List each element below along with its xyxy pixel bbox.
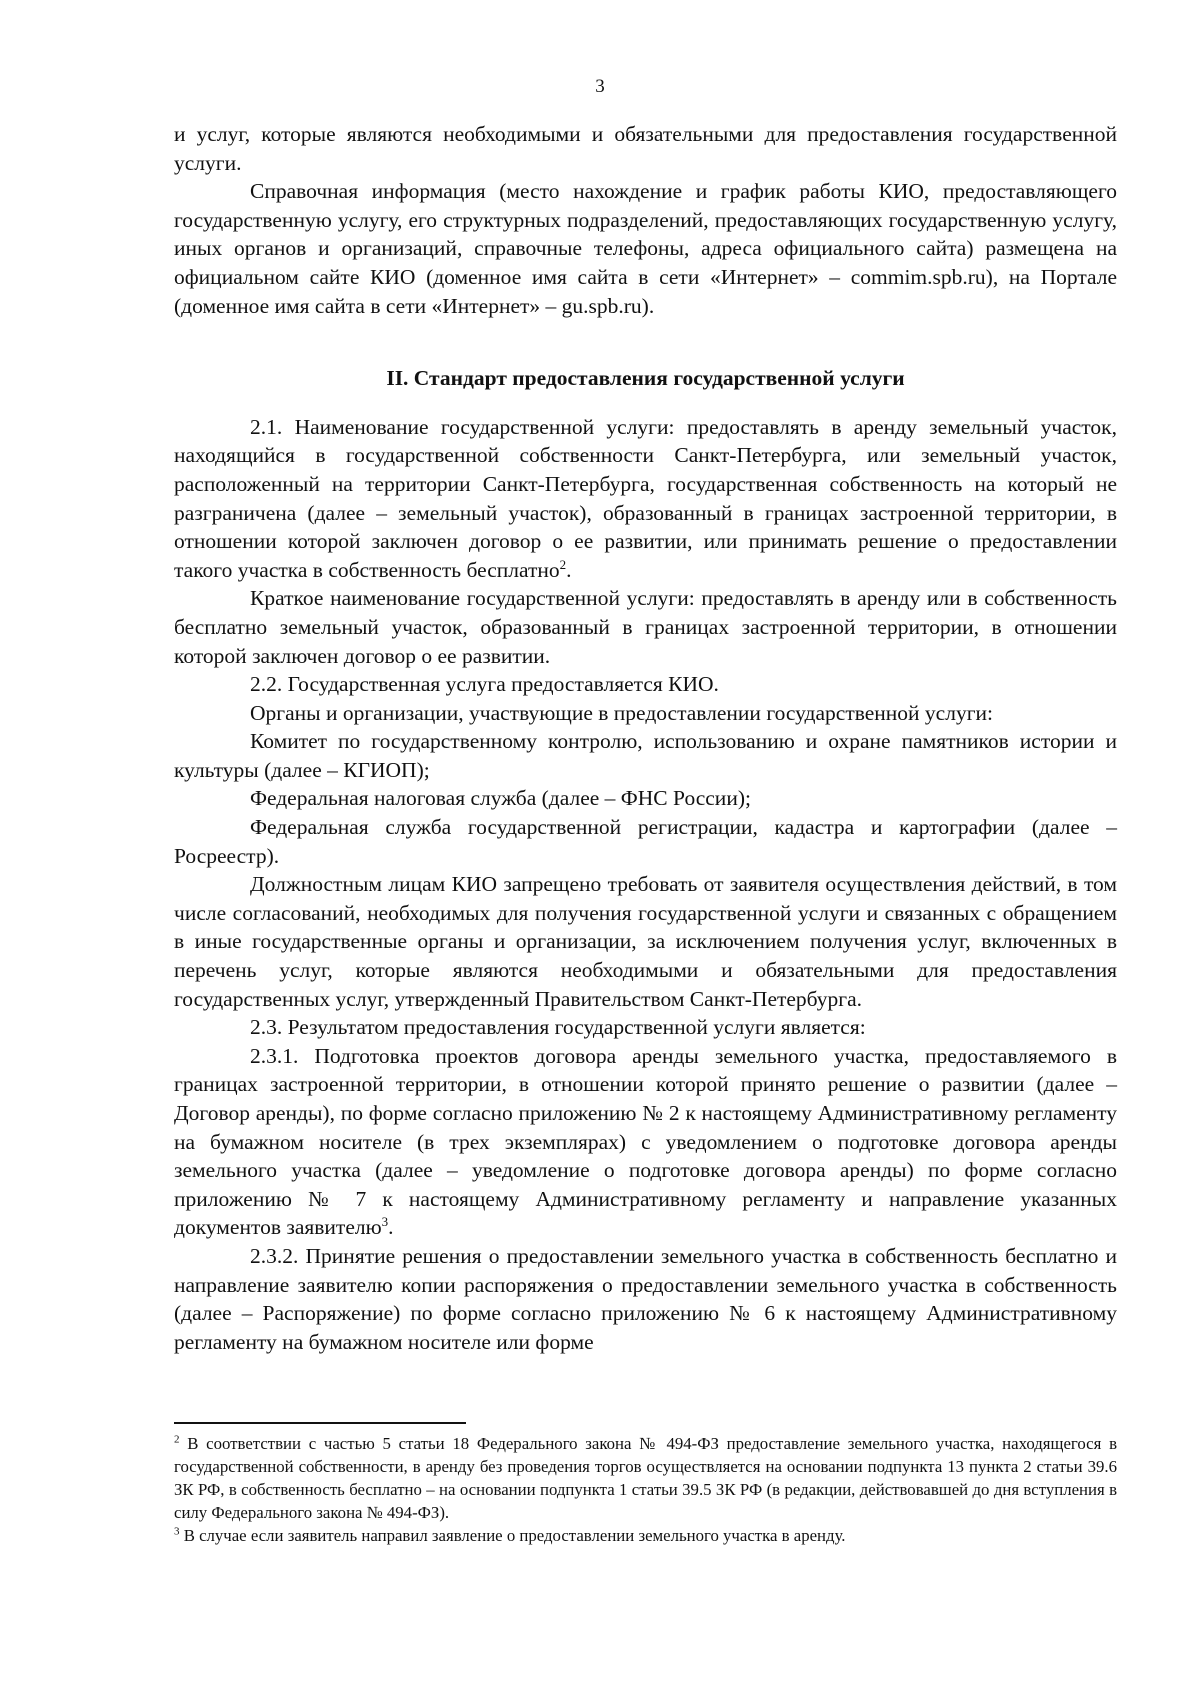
paragraph-2-1-text: 2.1. Наименование государственной услуги: предоставлять в аренду земельный участок, находящийся в государственной собственности Санкт-Петербурга, или земельный участок, расположенный на территории Санкт-Петербурга, государственная собственность на который не разграничена (далее – земельный участок), образованный в границах застроенной территории, в отношении которой заключен договор о ее развитии, или принимать решение о предоставлении такого участка в собственность бесплатно <box>174 414 1117 582</box>
footnote-3-mark: 3 <box>174 1525 180 1538</box>
paragraph-2-3-2: 2.3.2. Принятие решения о предоставлении земельного участка в собственность бесплатно и направление заявителю копии распоряжения о предоставлении земельного участка в собственность (далее – Распоряжение) по форме согласно приложению № 6 к настоящему Административному регламенту на бумажном носителе или форме <box>174 1243 1117 1354</box>
footnote-ref-3: 3 <box>381 1214 389 1230</box>
document-body <box>174 120 1117 1356</box>
footnote-3 <box>174 1524 1117 1547</box>
paragraph-reference-info: Справочная информация (место нахождение и график работы КИО, предоставляющего государственную услугу, его структурных подразделений, предоставляющих государственную услугу, иных органов и организаций, справочные телефоны, адреса официального сайта) размещена на официальном сайте КИО (доменное имя сайта в сети «Интернет» – commim.spb.ru), на Портале (доменное имя сайта в сети «Интернет» – gu.spb.ru). <box>174 179 1117 318</box>
paragraph-2-3-1 <box>174 1042 1117 1242</box>
footnote-2-text: В соответствии с частью 5 статьи 18 Федерального закона № 494-ФЗ предоставление земельного участка, находящегося в государственной собственности, в аренду без проведения торгов осуществляется на основании подпункта 13 пункта 2 статьи 39.6 ЗК РФ, в собственность бесплатно – на основании подпункта 1 статьи 39.5 ЗК РФ (в редакции, действовавшей до дня вступления в силу Федерального закона № 494-ФЗ). <box>174 1434 1117 1522</box>
paragraph-rosreestr: Федеральная служба государственной регистрации, кадастра и картографии (далее – Росреестр). <box>174 815 1117 868</box>
paragraph-2-1 <box>174 413 1117 585</box>
paragraph-continuation: и услуг, которые являются необходимыми и обязательными для предоставления государственной услуги. <box>174 122 1117 175</box>
section-heading: II. Стандарт предоставления государственной услуги <box>386 366 905 391</box>
page-number: 3 <box>595 76 605 97</box>
footnotes <box>174 1432 1117 1547</box>
footnote-2-mark: 2 <box>174 1433 180 1446</box>
footnote-3-text: В случае если заявитель направил заявление о предоставлении земельного участка в аренду. <box>179 1526 846 1545</box>
footnote-2 <box>174 1432 1117 1524</box>
footnote-ref-2: 2 <box>559 556 567 572</box>
footnote-divider <box>174 1422 466 1424</box>
paragraph-prohibition: Должностным лицам КИО запрещено требовать от заявителя осуществления действий, в том числе согласований, необходимых для получения государственной услуги и связанных с обращением в иные государственные органы и организации, за исключением получения услуг, включенных в перечень услуг, которые являются необходимыми и обязательными для предоставления государственных услуг, утвержденный Правительством Санкт-Петербурга. <box>174 872 1117 1011</box>
paragraph-2-2: 2.2. Государственная услуга предоставляется КИО. <box>250 672 719 697</box>
paragraph-2-3: 2.3. Результатом предоставления государственной услуги является: <box>250 1015 866 1040</box>
paragraph-fns: Федеральная налоговая служба (далее – ФНС России); <box>250 786 751 811</box>
paragraph-organizations: Органы и организации, участвующие в предоставлении государственной услуги: <box>250 700 993 725</box>
paragraph-2-1-end: . <box>566 557 572 582</box>
paragraph-kgiop: Комитет по государственному контролю, использованию и охране памятников истории и культуры (далее – КГИОП); <box>174 729 1117 782</box>
paragraph-2-3-1-end: . <box>388 1215 394 1240</box>
paragraph-short-name: Краткое наименование государственной услуги: предоставлять в аренду или в собственность бесплатно земельный участок, образованный в границах застроенной территории, в отношении которой заключен договор о ее развитии. <box>174 586 1117 668</box>
paragraph-2-3-1-text: 2.3.1. Подготовка проектов договора аренды земельного участка, предоставляемого в границах застроенной территории, в отношении которой принято решение о развитии (далее – Договор аренды), по форме согласно приложению № 2 к настоящему Административному регламенту на бумажном носителе (в трех экземплярах) с уведомлением о подготовке договора аренды земельного участка (далее – уведомление о подготовке договора аренды) по форме согласно приложению № 7 к настоящему Административному регламенту и направление указанных документов заявителю <box>174 1043 1117 1240</box>
